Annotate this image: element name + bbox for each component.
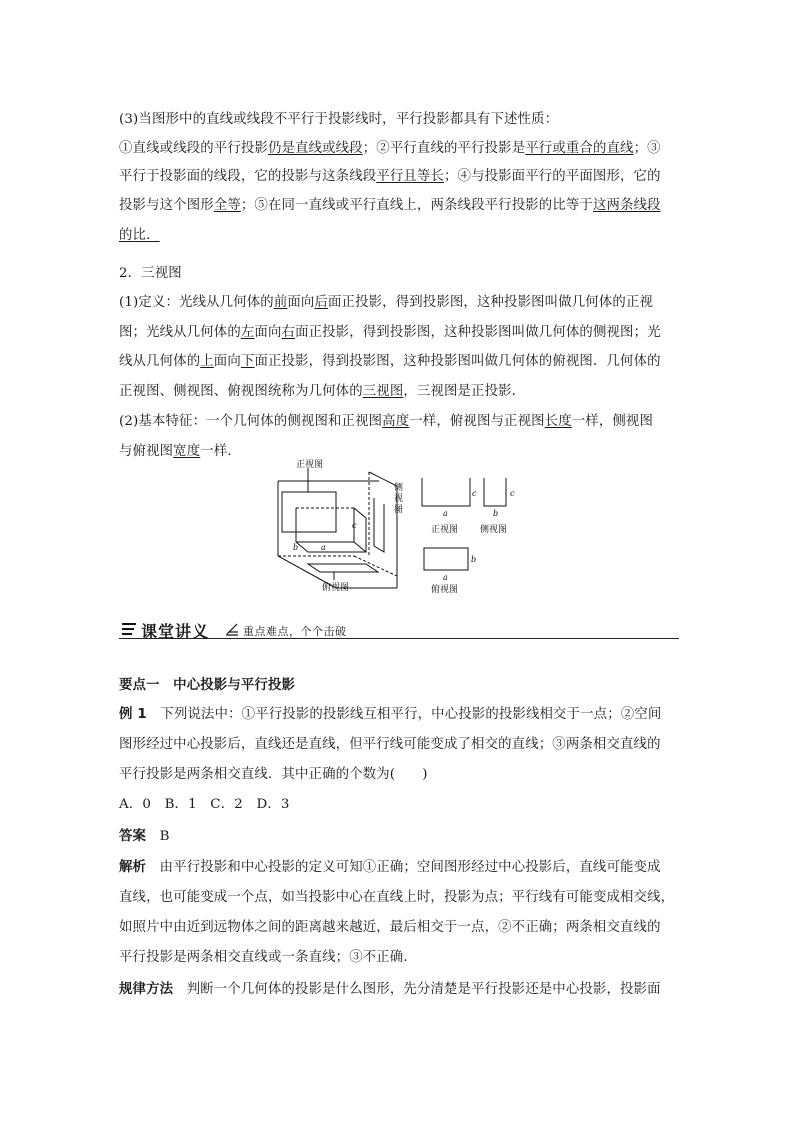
text: 平行于投影面的线段，它的投影与这条线段: [119, 169, 377, 184]
front-projection-rect: [282, 492, 336, 532]
underlined-answer: 高度: [382, 414, 410, 429]
label-side-view-1: 侧: [394, 483, 404, 493]
text: 一样，俯视图与正视图: [409, 414, 545, 429]
feature-line1: [119, 413, 679, 430]
dim-a-top: a: [443, 573, 448, 582]
label-side-view-3: 图: [394, 505, 404, 515]
underlined-answer: 后: [314, 295, 329, 310]
underlined-answer: 的比．: [119, 228, 160, 243]
underlined-answer: 前: [273, 295, 288, 310]
dim-b-side: b: [493, 509, 499, 518]
answer-value: B: [146, 829, 170, 844]
text: 一样．: [200, 444, 241, 459]
object-edge: [354, 542, 366, 552]
dim-b: b: [293, 543, 299, 552]
method-label: 规律方法: [119, 982, 174, 997]
dim-b-top: b: [471, 555, 477, 564]
underlined-answer: 下: [240, 354, 255, 369]
text: 一样，侧视图: [571, 414, 653, 429]
para-3-line1: [119, 111, 679, 128]
label-side-view-2: 视: [394, 494, 404, 504]
text: 面正投影，得到投影图，这种投影图叫做几何体的侧视图；光: [295, 325, 661, 340]
text: 线从几何体的: [119, 354, 201, 369]
text: 要点一 中心投影与平行投影: [119, 678, 296, 693]
method-line1: [119, 981, 679, 998]
analysis-line1: [119, 859, 679, 876]
text: 2．三视图: [119, 266, 182, 281]
banner-title: 课堂讲义: [141, 622, 210, 641]
def-line3: [119, 353, 679, 370]
text: 面向: [287, 295, 315, 310]
dim-c-front: c: [472, 489, 477, 498]
label-top-view: 俯视图: [322, 583, 350, 593]
top-view-small: [424, 548, 468, 570]
analysis-label: 解析: [119, 860, 147, 875]
label-front-view: 正视图: [296, 460, 324, 470]
para-3-line3: [119, 168, 679, 185]
banner-rule: [119, 638, 679, 639]
underlined-answer: 左: [240, 325, 255, 340]
text: ；③: [633, 141, 661, 156]
def-line1: [119, 294, 679, 311]
analysis-line4: [119, 949, 679, 966]
underlined-answer: 宽度: [173, 444, 201, 459]
section-banner: [119, 618, 679, 640]
text: 与俯视图: [119, 444, 174, 459]
text: 图形经过中心投影后，直线还是直线，但平行线可能变成了相交的直线；③两条相交直线的: [119, 737, 661, 752]
para-3-line2: [119, 140, 679, 157]
side-view-small: [484, 478, 506, 506]
underlined-answer: 全等: [213, 198, 241, 213]
key-point-heading: [119, 677, 679, 694]
text: 面正投影，得到投影图，这种投影图叫做几何体的俯视图．几何体的: [254, 354, 661, 369]
label-top-view-small: 俯视图: [431, 585, 459, 595]
text: ①直线或线段的平行投影: [119, 141, 268, 156]
analysis-line2: [119, 889, 679, 906]
choices-line: [119, 796, 679, 813]
text: (1)定义：光线从几何体的: [119, 295, 274, 310]
text: 投影与这个图形: [119, 198, 214, 213]
text: 下列说法中：①平行投影的投影线互相平行，中心投影的投影线相交于一点；②空间: [146, 707, 662, 722]
text: 面正投影，得到投影图，这种投影图叫做几何体的正视: [328, 295, 653, 310]
stripes-icon: [120, 621, 138, 637]
text: (3)当图形中的直线或线段不平行于投影线时，平行投影都具有下述性质：: [119, 112, 559, 127]
label-front-view-small: 正视图: [431, 525, 459, 535]
label-side-view-small: 侧视图: [480, 525, 508, 535]
text: 直线，也可能变成一个点，如当投影中心在直线上时，投影为点；平行线有可能变成相交线，: [119, 890, 675, 905]
underlined-answer: 上: [200, 354, 214, 369]
text: 如照片中由近到远物体之间的距离越来越近，最后相交于一点，②不正确；两条相交直线的: [119, 920, 661, 935]
text: (2)基本特征：一个几何体的侧视图和正视图: [119, 414, 383, 429]
example-line3: [119, 766, 679, 783]
projection-plane-side: [369, 472, 397, 588]
answer-label: 答案: [119, 829, 147, 844]
text: 图；光线从几何体的: [119, 325, 241, 340]
hidden-edge: [354, 556, 397, 576]
example-line1: [119, 706, 679, 723]
def-line4: [119, 383, 679, 400]
text: ；⑤在同一直线或平行直线上，两条线段平行投影的比等于: [240, 198, 593, 213]
dim-a: a: [321, 543, 326, 552]
object-front: [296, 508, 354, 542]
section-heading-three-views: [119, 265, 679, 282]
analysis-line3: [119, 919, 679, 936]
example-label: 例 1: [119, 707, 147, 722]
def-line2: [119, 324, 679, 341]
three-views-figure: [274, 456, 524, 598]
dim-c-side: c: [510, 489, 515, 498]
underlined-answer: 三视图: [362, 384, 404, 399]
underlined-answer: 平行或重合的直线: [525, 141, 634, 156]
dim-a-front: a: [443, 509, 448, 518]
text: 正视图、侧视图、俯视图统称为几何体的: [119, 384, 363, 399]
dim-c: c: [352, 521, 357, 530]
underlined-answer: 仍是直线或线段: [267, 141, 363, 156]
banner-subtitle: 重点难点，个个击破: [243, 625, 347, 638]
three-views-diagram: [274, 456, 524, 598]
text: 由平行投影和中心投影的定义可知①正确；空间图形经过中心投影后，直线可能变成: [146, 860, 661, 875]
underlined-answer: 右: [281, 325, 296, 340]
underlined-answer: 长度: [544, 414, 572, 429]
para-3-line5: [119, 227, 679, 244]
text: 平行投影是两条相交直线或一条直线；③不正确．: [119, 950, 417, 965]
object-side: [296, 508, 366, 552]
text: ；②平行直线的平行投影是: [362, 141, 526, 156]
side-projection: [374, 498, 384, 552]
para-3-line4: [119, 197, 679, 214]
example-line2: [119, 736, 679, 753]
text: ，三视图是正投影．: [403, 384, 526, 399]
answer-line: [119, 828, 679, 845]
text: A．0 B．1 C．2 D．3: [119, 797, 290, 812]
underlined-answer: 这两条线段: [592, 198, 661, 213]
front-view-small: [422, 478, 470, 506]
text: ；④与投影面平行的平面图形，它的: [443, 169, 661, 184]
pencil-icon: [225, 622, 239, 636]
text: 判断一个几何体的投影是什么图形，先分清楚是平行投影还是中心投影，投影面: [173, 982, 661, 997]
text: 面向: [213, 354, 241, 369]
text: 面向: [254, 325, 282, 340]
underlined-answer: 平行且等长: [376, 169, 444, 184]
top-projection-rect: [308, 564, 378, 572]
text: 平行投影是两条相交直线．其中正确的个数为( ): [119, 767, 428, 782]
